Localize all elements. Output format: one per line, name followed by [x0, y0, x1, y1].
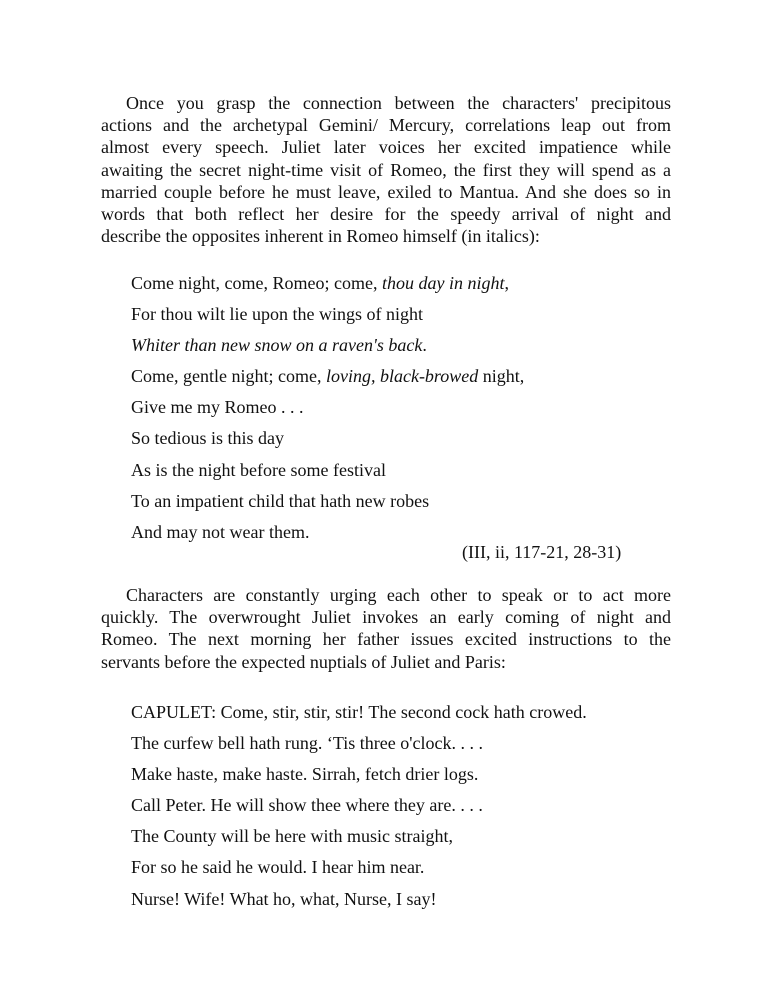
verse-line: Make haste, make haste. Sirrah, fetch drier logs. — [131, 764, 479, 785]
paragraph-1-line: almost every speech. Juliet later voices her excited impatience while — [101, 137, 671, 158]
paragraph-1-line: married couple before he must leave, exiled to Mantua. And she does so in — [101, 181, 671, 202]
paragraph-1-line: Once you grasp the connection between the characters' precipitous — [126, 93, 671, 113]
verse-quotation-2 — [131, 701, 587, 919]
verse-line: As is the night before some festival — [131, 459, 386, 480]
paragraph-1-line: describe the opposites inherent in Romeo himself (in italics): — [101, 226, 540, 247]
paragraph-1-line: awaiting the secret night-time visit of Romeo, the first they will spend as a — [101, 159, 671, 180]
verse-line: The County will be here with music straight, — [131, 826, 453, 847]
paragraph-2 — [101, 584, 671, 673]
paragraph-2-line: servants before the expected nuptials of Juliet and Paris: — [101, 651, 506, 672]
verse-line: CAPULET: Come, stir, stir, stir! The second cock hath crowed. — [131, 702, 587, 722]
verse-line: For thou wilt lie upon the wings of night — [131, 304, 423, 325]
verse-line: For so he said he would. I hear him near. — [131, 857, 425, 878]
verse-line: To an impatient child that hath new robes — [131, 490, 430, 511]
verse-line: Nurse! Wife! What ho, what, Nurse, I say! — [131, 888, 437, 909]
verse-line: Come, gentle night; come, loving, black-browed night, — [131, 366, 525, 387]
verse-line: So tedious is this day — [131, 428, 285, 449]
verse-citation: (III, ii, 117-21, 28-31) — [462, 542, 622, 562]
verse-line: Call Peter. He will show thee where they are. . . . — [131, 795, 483, 816]
paragraph-2-line: Romeo. The next morning her father issues excited instructions to the — [101, 629, 671, 650]
verse-line: Whiter than new snow on a raven's back. — [131, 335, 427, 356]
paragraph-1-line: words that both reflect her desire for the speedy arrival of night and — [101, 204, 671, 225]
verse-line: Come night, come, Romeo; come, thou day in night, — [131, 273, 509, 293]
verse-line: And may not wear them. — [131, 521, 310, 542]
paragraph-1-line: actions and the archetypal Gemini/ Mercury, correlations leap out from — [101, 115, 671, 136]
paragraph-1 — [101, 92, 671, 247]
paragraph-2-line: quickly. The overwrought Juliet invokes an early coming of night and — [101, 607, 671, 628]
verse-line: The curfew bell hath rung. ‘Tis three o'clock. . . . — [131, 733, 483, 754]
verse-line: Give me my Romeo . . . — [131, 397, 304, 418]
verse-quotation-1 — [131, 272, 524, 552]
paragraph-2-line: Characters are constantly urging each other to speak or to act more — [126, 585, 671, 605]
